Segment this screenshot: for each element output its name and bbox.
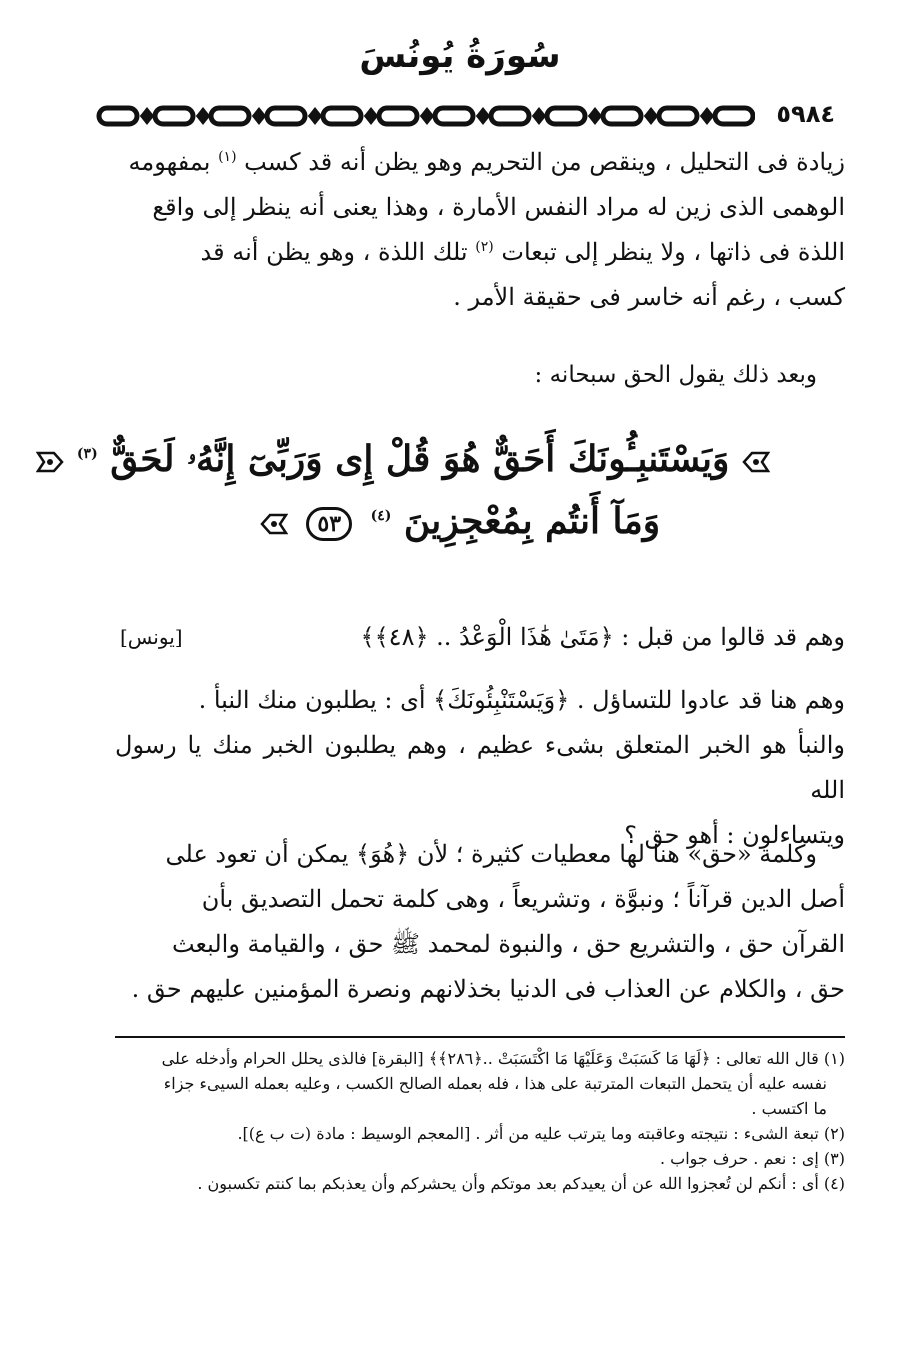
quote-reference	[120, 617, 845, 657]
footnote-mark: (٢)	[475, 239, 494, 255]
footnote-3: (٣) إى : نعم . حرف جواب .	[659, 1149, 845, 1168]
paragraph-text: زيادة فى التحليل ، وينقص من التحريم وهو يظن أنه قد كسب	[244, 148, 845, 176]
verse-line-2	[150, 490, 770, 552]
paragraph-line: وهم هنا قد عادوا للتساؤل . ﴿وَيَسْتَنْبِئُونَكَ﴾ أى : يطلبون منك النبأ .	[198, 686, 845, 714]
paragraph-1	[115, 140, 845, 320]
paragraph-line	[115, 140, 845, 185]
surah-tag: [يونس]	[120, 625, 183, 649]
verse-text: وَيَسْتَنبِـُٔونَكَ أَحَقٌّ هُوَ قُلْ إِى وَرَبِّىٓ إِنَّهُۥ لَحَقٌّ	[110, 438, 730, 480]
footnote-1: (١) قال الله تعالى : ﴿لَهَا مَا كَسَبَتْ وَعَلَيْهَا مَا اكْتَسَبَتْ ..﴿٢٨٦﴾﴾ [البقرة] فالذى يحلل الحرام وأدخله على	[161, 1049, 845, 1068]
footnote-1-continuation: ما اكتسب .	[751, 1099, 827, 1118]
surah-title: سُورَةُ يُونُسَ	[359, 36, 561, 76]
verse-line-1	[76, 428, 770, 490]
paragraph-line: حق ، والكلام عن العذاب فى الدنيا بخذلانهم ونصرة المؤمنين عليهم حق .	[131, 975, 845, 1003]
footnote-2: (٢) تبعة الشىء : نتيجته وعاقبته وما يترتب عليه من أثر . [المعجم الوسيط : مادة (ت ب ع)].	[237, 1124, 845, 1143]
paragraph-line: كسب ، رغم أنه خاسر فى حقيقة الأمر .	[453, 283, 845, 311]
intro-line: وبعد ذلك يقول الحق سبحانه :	[534, 362, 817, 388]
paragraph-2	[115, 678, 845, 858]
footnotes	[115, 1046, 845, 1196]
verse-end-ornament-icon	[260, 511, 288, 537]
paragraph-3	[115, 832, 845, 1012]
intro-block	[115, 355, 845, 395]
footnote-mark: (٣)	[76, 446, 98, 462]
paragraph-line: والنبأ هو الخبر المتعلق بشىء عظيم ، وهم يطلبون الخبر منك يا رسول الله	[115, 731, 845, 804]
chain-ornament-border	[95, 104, 755, 128]
paragraph-line: أصل الدين قرآناً ؛ ونبوَّة ، وتشريعاً ، وهى كلمة تحمل التصديق بأن	[201, 885, 845, 913]
paragraph-text: تلك اللذة ، وهو يظن أنه قد	[200, 238, 468, 266]
paragraph-text: بمفهومه	[128, 148, 211, 176]
paragraph-line: وكلمة «حق» هنا لها معطيات كثيرة ؛ لأن ﴿هُوَ﴾ يمكن أن تعود على	[165, 840, 817, 868]
paragraph-text: اللذة فى ذاتها ، ولا ينظر إلى تبعات	[501, 238, 845, 266]
footnote-mark: (٤)	[370, 508, 392, 524]
page-number: ٥٩٨٤	[776, 100, 835, 128]
footnote-1-continuation: نفسه عليه أن يتحمل التبعات المترتبة على هذا ، فله بعمله الصالح الكسب ، وعليه بعمله السيىء جزاء	[163, 1074, 827, 1093]
footnote-divider	[115, 1036, 845, 1038]
paragraph-line: ويتساءلون : أهو حق ؟	[624, 821, 845, 849]
paragraph-line: القرآن حق ، والتشريع حق ، والنبوة لمحمد ﷺ حق ، والقيامة والبعث	[171, 930, 845, 958]
verse-text: وَمَآ أَنتُم بِمُعْجِزِينَ	[403, 500, 661, 542]
reference-text: وهم قد قالوا من قبل : ﴿مَتَىٰ هَٰذَا الْوَعْدُ .. ﴿٤٨﴾﴾	[360, 623, 845, 651]
paragraph-line	[115, 230, 845, 275]
quran-verse	[76, 428, 770, 578]
verse-ornament-icon	[742, 449, 770, 475]
footnote-mark: (١)	[218, 149, 237, 165]
page-header	[95, 96, 865, 136]
paragraph-line: الوهمى الذى زين له مراد النفس الأمارة ، وهذا يعنى أنه ينظر إلى واقع	[152, 193, 845, 221]
verse-number: ٥٣	[306, 507, 352, 541]
footnote-4: (٤) أى : أنكم لن تُعجزوا الله عن أن يعيدكم بعد موتكم وأن يحشركم وأن يعذبكم بما كنتم تكسبون .	[197, 1174, 845, 1193]
verse-ornament-icon	[36, 449, 64, 475]
